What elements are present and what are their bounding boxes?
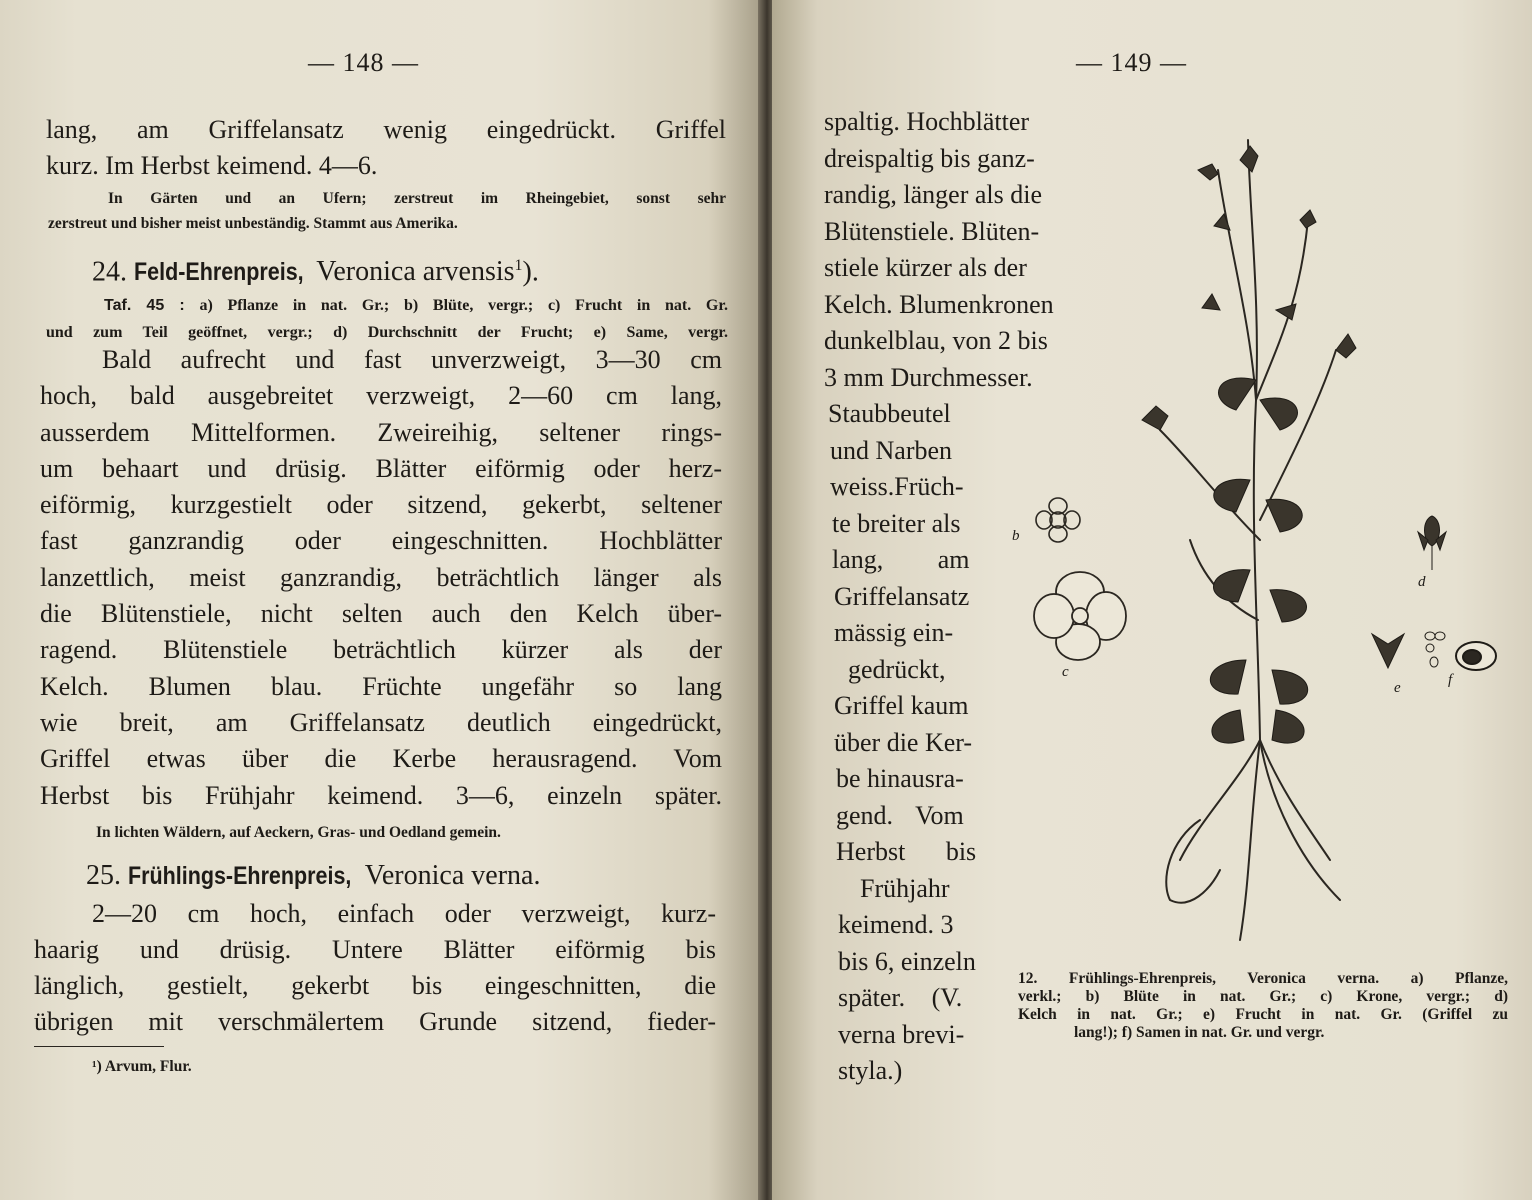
figure-label-b: b (1012, 528, 1020, 544)
text-line: dreispaltig bis ganz- (824, 143, 1035, 173)
text-line: 3 mm Durchmesser. (824, 362, 1033, 392)
right-column-text (824, 104, 1054, 1090)
heading-end: ). (522, 256, 539, 288)
species-latin-name: Veronica arvensis (316, 256, 515, 288)
text-line: randig, länger als die (824, 180, 1043, 209)
footnote-rule (34, 1046, 164, 1047)
text-line: die Blütenstiele, nicht selten auch den Kelch über- (40, 599, 722, 629)
flower-detail-b (1030, 494, 1086, 546)
text-line: übrigen mit verschmälertem Grunde sitzend, fieder- (34, 1007, 716, 1036)
text-line: stiele kürzer als der (824, 253, 1027, 282)
text-line: gedrückt, (848, 654, 946, 684)
habitat-line: In Gärten und an Ufern; zerstreut im Rheingebiet, sonst sehr (108, 190, 726, 207)
caption-line: verkl.; b) Blüte in nat. Gr.; c) Krone, vergr.; d) (1018, 988, 1508, 1005)
text-line: Herbst bis (836, 837, 977, 866)
species-heading-25 (86, 858, 540, 894)
plate-line: a) Pflanze in nat. Gr.; b) Blüte, vergr.; c) Frucht in nat. Gr. (199, 297, 729, 314)
description-25 (34, 896, 716, 1040)
text-line: 2—20 cm hoch, einfach oder verzweigt, kurz- (92, 899, 716, 928)
text-line: lanzettlich, meist ganzrandig, beträchtlich länger als (40, 562, 722, 592)
plate-label: Taf. 45 : (104, 297, 185, 314)
caption-line: Kelch in nat. Gr.; e) Frucht in nat. Gr. (Griffel zu (1018, 1006, 1508, 1023)
plate-line: und zum Teil geöffnet, vergr.; d) Durchschnitt der Frucht; e) Same, vergr. (46, 324, 728, 341)
text-line: Bald aufrecht und fast unverzweigt, 3—30 cm (102, 345, 722, 374)
text-line: hoch, bald ausgebreitet verzweigt, 2—60 cm lang, (40, 381, 722, 411)
text-line: spaltig. Hochblätter (824, 107, 1030, 136)
caption-line: lang!); f) Samen in nat. Gr. und vergr. (1074, 1024, 1325, 1041)
page-number-148: — 148 — (308, 48, 419, 77)
text-line: ragend. Blütenstiele beträchtlich kürzer als der (40, 635, 722, 665)
continued-text (46, 112, 726, 184)
species-number: 24. (92, 256, 127, 288)
text-line: haarig und drüsig. Untere Blätter eiförmig bis (34, 935, 716, 964)
plate-reference (46, 292, 728, 346)
footnote: ¹) Arvum, Flur. (92, 1058, 192, 1075)
plant-illustration (1100, 100, 1390, 960)
text-line: Staubbeutel (828, 399, 951, 428)
text-line: später. (V. (838, 983, 963, 1012)
text-line: länglich, gestielt, gekerbt bis eingeschnitten, die (34, 971, 716, 1000)
habitat-line: zerstreut und bisher meist unbeständig. Stammt aus Amerika. (48, 215, 458, 232)
species-latin-name: Veronica verna. (364, 860, 541, 891)
species-number: 25. (86, 860, 121, 891)
corolla-detail-c (1030, 566, 1130, 666)
text-line: Kelch. Blumen blau. Früchte ungefähr so lang (40, 671, 722, 701)
text-line: um behaart und drüsig. Blätter eiförmig oder herz- (40, 453, 722, 483)
fruit-detail-e (1366, 624, 1450, 684)
text-line: gend. Vom (836, 800, 964, 830)
figure-label-d: d (1418, 574, 1426, 590)
text-line: Kelch. Blumenkronen (824, 289, 1054, 319)
species-common-name: Feld-Ehrenpreis, (134, 258, 304, 287)
text-line: Griffel etwas über die Kerbe herausragend. Vom (40, 744, 722, 774)
text-line: keimend. 3 (838, 910, 954, 939)
text-line: weiss.Früch- (830, 472, 964, 501)
left-page (0, 0, 762, 1200)
species-heading-24 (92, 248, 539, 290)
text-line: mässig ein- (834, 618, 954, 647)
figure-label-e: e (1394, 680, 1401, 696)
figure-label-f: f (1448, 672, 1453, 688)
text-line: eiförmig, kurzgestielt oder sitzend, gekerbt, seltener (40, 490, 722, 520)
text-line: kurz. Im Herbst keimend. 4—6. (46, 151, 378, 180)
figure-caption (1018, 970, 1508, 1042)
text-line: te breiter als (832, 508, 961, 538)
text-line: dunkelblau, von 2 bis (824, 326, 1048, 355)
text-line: Frühjahr (860, 873, 950, 903)
text-line: lang, am Griffelansatz wenig eingedrückt. Griffel (46, 115, 726, 144)
text-line: und Narben (830, 435, 953, 465)
habitat-previous (48, 186, 726, 236)
text-line: Blütenstiele. Blüten- (824, 216, 1040, 246)
text-line: ausserdem Mittelformen. Zweireihig, seltener rings- (40, 417, 722, 447)
text-line: fast ganzrandig oder eingeschnitten. Hochblätter (40, 526, 722, 556)
page-number-149: — 149 — (1076, 48, 1187, 77)
habitat-24: In lichten Wäldern, auf Aeckern, Gras- und Oedland gemein. (96, 824, 501, 841)
figure-label-c: c (1062, 664, 1069, 680)
caption-line: 12. Frühlings-Ehrenpreis, Veronica verna. a) Pflanze, (1018, 970, 1508, 987)
calyx-detail-d (1412, 510, 1452, 574)
text-line: Griffelansatz (834, 581, 970, 611)
footnote-mark: 1 (514, 257, 523, 274)
text-line: styla.) (838, 1056, 903, 1085)
text-line: Herbst bis Frühjahr keimend. 3—6, einzeln später. (40, 780, 722, 810)
species-common-name: Frühlings-Ehrenpreis, (128, 862, 352, 890)
description-24 (40, 342, 722, 814)
text-line: wie breit, am Griffelansatz deutlich eingedrückt, (40, 707, 722, 737)
seed-detail-f (1452, 636, 1502, 676)
text-line: be hinausra- (836, 764, 964, 793)
text-line: über die Ker- (834, 727, 973, 757)
text-line: bis 6, einzeln (838, 946, 976, 976)
text-line: verna brevi- (838, 1019, 965, 1049)
text-line: lang, am (832, 545, 970, 574)
text-line: Griffel kaum (834, 691, 969, 720)
